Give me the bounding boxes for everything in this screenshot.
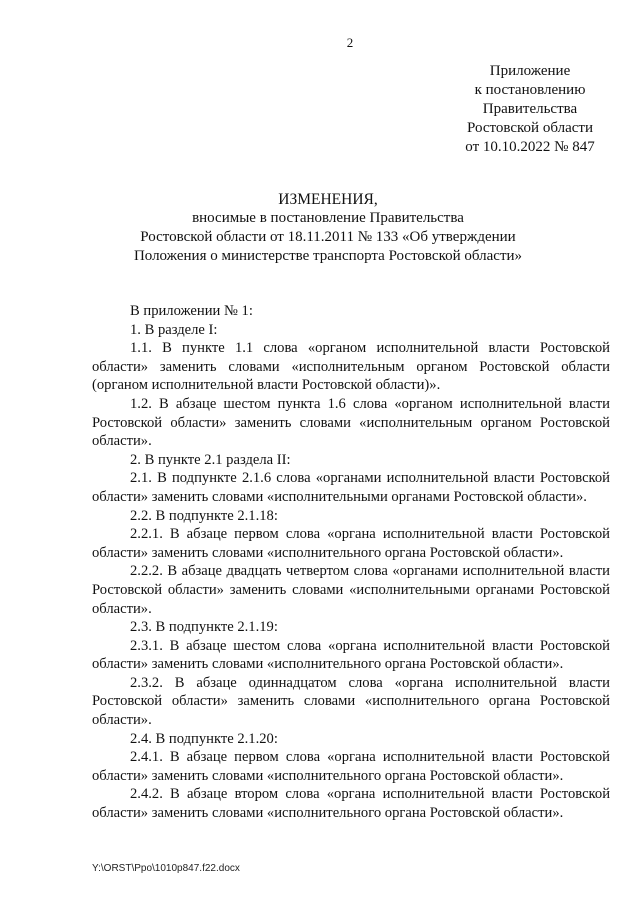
paragraph: 1. В разделе I:	[130, 321, 218, 338]
paragraph: 2.3. В подпункте 2.1.19:	[130, 619, 278, 636]
paragraph: 2.3.1. В абзаце шестом слова «органа исполнительной власти Ростовской области» заменить словами «исполнительного органа Ростовской области».	[92, 637, 610, 673]
title-line: вносимые в постановление Правительства	[192, 210, 464, 226]
paragraph: В приложении № 1:	[130, 303, 253, 319]
paragraph: 2.4.2. В абзаце втором слова «органа исполнительной власти Ростовской области» заменить словами «исполнительного органа Ростовской области».	[92, 786, 610, 822]
file-path-footer: Y:\ORST\Ppo\1010p847.f22.docx	[92, 863, 240, 874]
page-number: 2	[346, 35, 354, 50]
document-body	[92, 302, 610, 823]
paragraph: 2.3.2. В абзаце одиннадцатом слова «органа исполнительной власти Ростовской области» заменить словами «исполнительного органа Ростовской области».	[92, 674, 610, 729]
attachment-line: к постановлению	[474, 82, 586, 98]
attachment-line: Правительства	[482, 101, 578, 117]
paragraph: 2.1. В подпункте 2.1.6 слова «органами исполнительной власти Ростовской области» заменить словами «исполнительными органами Ростовской области».	[92, 470, 610, 505]
attachment-line: Приложение	[489, 63, 571, 79]
paragraph: 2.2.1. В абзаце первом слова «органа исполнительной власти Ростовской области» заменить словами «исполнительного органа Ростовской области».	[92, 526, 610, 561]
attachment-line: Ростовской области	[467, 120, 593, 136]
document-title	[88, 190, 568, 266]
attachment-line: от 10.10.2022 № 847	[465, 139, 595, 155]
paragraph: 1.2. В абзаце шестом пункта 1.6 слова «органом исполнительной власти Ростовской области» заменить словами «исполнительным органом Ростовской области».	[92, 395, 610, 450]
attachment-header	[445, 62, 615, 157]
title-heading: ИЗМЕНЕНИЯ,	[278, 191, 378, 208]
paragraph: 2.4.1. В абзаце первом слова «органа исполнительной власти Ростовской области» заменить словами «исполнительного органа Ростовской области».	[92, 749, 610, 784]
title-line: Положения о министерстве транспорта Ростовской области»	[133, 248, 523, 264]
paragraph: 2.2. В подпункте 2.1.18:	[130, 507, 278, 524]
paragraph: 2.4. В подпункте 2.1.20:	[130, 730, 278, 747]
paragraph: 1.1. В пункте 1.1 слова «органом исполнительной власти Ростовской области» заменить словами «исполнительным органом Ростовской области (органом исполнительной власти Ростовской области)».	[92, 340, 610, 394]
paragraph: 2. В пункте 2.1 раздела II:	[130, 451, 291, 468]
paragraph: 2.2.2. В абзаце двадцать четвертом слова «органами исполнительной власти Ростовской области» заменить словами «исполнительными органами Ростовской области».	[92, 563, 610, 617]
title-line: Ростовской области от 18.11.2011 № 133 «Об утверждении	[140, 229, 516, 245]
